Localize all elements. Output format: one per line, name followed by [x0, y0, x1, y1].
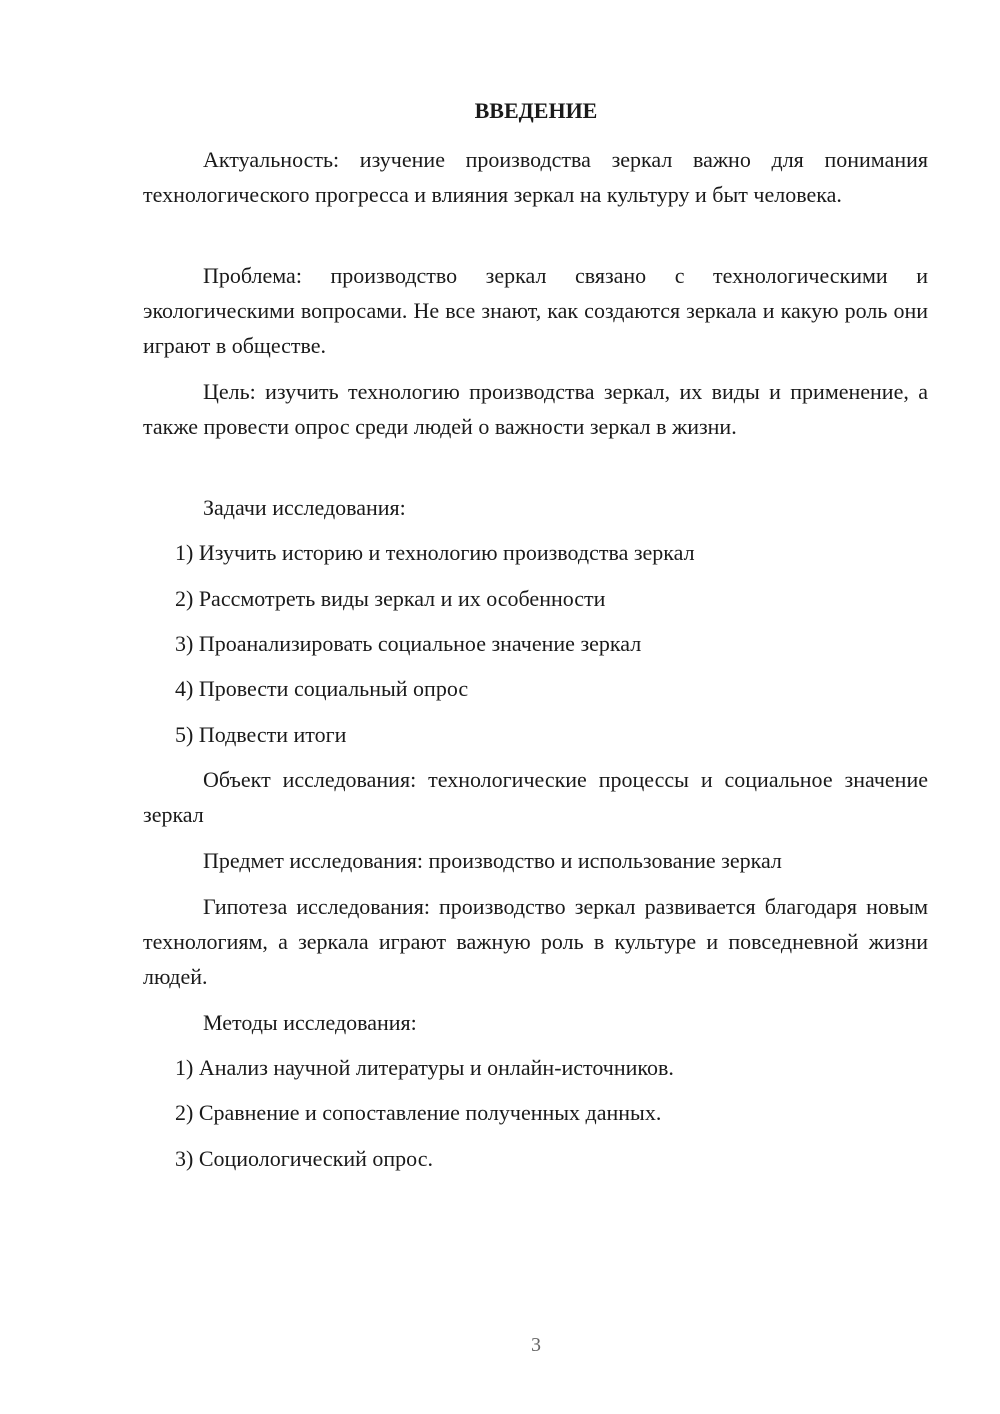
relevance-paragraph: Актуальность: изучение производства зеркал важно для понимания технологического прогресса и влияния зеркал на культуру и быт человека.: [143, 147, 928, 207]
method-item-3: 3) Социологический опрос.: [175, 1146, 433, 1171]
problem-paragraph: Проблема: производство зеркал связано с технологическими и экологическими вопросами. Не все знают, как создаются зеркала и какую роль они играют в обществе.: [143, 263, 928, 358]
method-item-2: 2) Сравнение и сопоставление полученных данных.: [175, 1100, 662, 1125]
task-item-5: 5) Подвести итоги: [175, 722, 347, 747]
task-item-2: 2) Рассмотреть виды зеркал и их особенности: [175, 586, 606, 611]
object-paragraph: Объект исследования: технологические процессы и социальное значение зеркал: [143, 767, 928, 827]
page-number: 3: [531, 1334, 541, 1356]
task-item-1: 1) Изучить историю и технологию производства зеркал: [175, 540, 695, 565]
hypothesis-paragraph: Гипотеза исследования: производство зеркал развивается благодаря новым технологиям, а зеркала играют важную роль в культуре и повседневной жизни людей.: [143, 894, 928, 989]
method-item-1: 1) Анализ научной литературы и онлайн-источников.: [175, 1055, 674, 1080]
methods-heading: Методы исследования:: [203, 1010, 417, 1035]
task-item-3: 3) Проанализировать социальное значение зеркал: [175, 631, 642, 656]
goal-paragraph: Цель: изучить технологию производства зеркал, их виды и применение, а также провести опрос среди людей о важности зеркал в жизни.: [143, 379, 928, 439]
task-item-4: 4) Провести социальный опрос: [175, 676, 469, 701]
subject-paragraph: Предмет исследования: производство и использование зеркал: [203, 848, 782, 873]
section-title: ВВЕДЕНИЕ: [474, 98, 598, 123]
tasks-heading: Задачи исследования:: [203, 495, 406, 520]
